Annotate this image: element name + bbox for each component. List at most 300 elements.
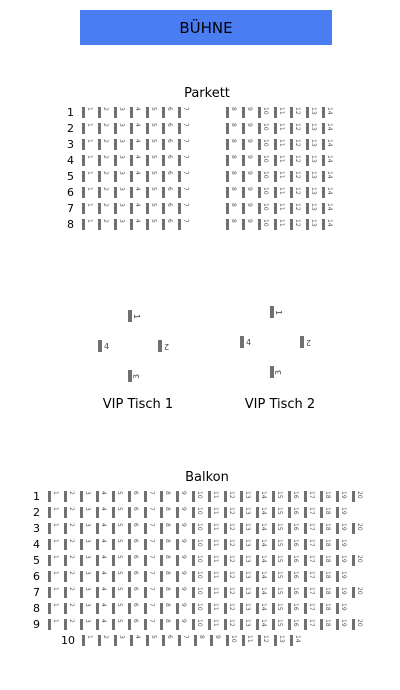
balkon-seat[interactable] [192,539,202,550]
balkon-seat[interactable] [176,571,186,582]
parkett-seat[interactable] [82,123,92,134]
parkett-seat[interactable] [274,171,284,182]
parkett-seat[interactable] [162,203,172,214]
balkon-seat[interactable] [240,507,250,518]
parkett-seat[interactable] [98,139,108,150]
parkett-seat[interactable] [226,107,236,118]
balkon-seat[interactable] [352,587,362,598]
vip-seat[interactable] [270,306,284,320]
parkett-seat[interactable] [258,107,268,118]
balkon-seat[interactable] [256,539,266,550]
parkett-seat[interactable] [130,155,140,166]
balkon-seat[interactable] [144,539,154,550]
balkon-seat[interactable] [224,523,234,534]
balkon-seat[interactable] [272,571,282,582]
parkett-seat[interactable] [114,155,124,166]
parkett-seat[interactable] [290,155,300,166]
balkon-seat[interactable] [336,603,346,614]
balkon-seat[interactable] [352,523,362,534]
balkon-seat[interactable] [96,539,106,550]
balkon-seat[interactable] [352,555,362,566]
parkett-seat[interactable] [306,155,316,166]
parkett-seat[interactable] [274,187,284,198]
balkon-seat[interactable] [240,571,250,582]
balkon-seat[interactable] [144,571,154,582]
balkon-seat[interactable] [320,555,330,566]
parkett-seat[interactable] [130,171,140,182]
balkon-seat[interactable] [128,491,138,502]
balkon-seat[interactable] [128,603,138,614]
balkon-seat[interactable] [48,555,58,566]
parkett-seat[interactable] [306,187,316,198]
balkon-seat[interactable] [128,555,138,566]
balkon-seat[interactable] [240,523,250,534]
balkon-seat[interactable] [112,603,122,614]
parkett-seat[interactable] [306,219,316,230]
vip-seat[interactable] [240,336,254,350]
parkett-seat[interactable] [146,219,156,230]
balkon-seat[interactable] [224,571,234,582]
parkett-seat[interactable] [242,219,252,230]
balkon-seat[interactable] [336,587,346,598]
parkett-seat[interactable] [226,123,236,134]
balkon-seat[interactable] [112,555,122,566]
parkett-seat[interactable] [226,171,236,182]
parkett-seat[interactable] [162,219,172,230]
balkon-seat[interactable] [144,491,154,502]
parkett-seat[interactable] [114,219,124,230]
balkon-seat[interactable] [144,619,154,630]
balkon-seat[interactable] [288,523,298,534]
balkon-seat[interactable] [48,539,58,550]
vip-seat[interactable] [300,336,314,350]
balkon-seat[interactable] [224,507,234,518]
parkett-seat[interactable] [162,155,172,166]
balkon-seat[interactable] [48,523,58,534]
parkett-seat[interactable] [130,107,140,118]
parkett-seat[interactable] [98,219,108,230]
parkett-seat[interactable] [258,219,268,230]
balkon-seat[interactable] [208,555,218,566]
balkon-seat[interactable] [98,635,108,646]
parkett-seat[interactable] [226,155,236,166]
balkon-seat[interactable] [160,491,170,502]
balkon-seat[interactable] [304,523,314,534]
balkon-seat[interactable] [304,571,314,582]
balkon-seat[interactable] [160,555,170,566]
parkett-seat[interactable] [130,203,140,214]
balkon-seat[interactable] [304,491,314,502]
parkett-seat[interactable] [242,203,252,214]
balkon-seat[interactable] [128,523,138,534]
parkett-seat[interactable] [162,139,172,150]
balkon-seat[interactable] [256,507,266,518]
balkon-seat[interactable] [112,619,122,630]
balkon-seat[interactable] [176,603,186,614]
parkett-seat[interactable] [146,123,156,134]
parkett-seat[interactable] [178,203,188,214]
balkon-seat[interactable] [304,507,314,518]
parkett-seat[interactable] [114,139,124,150]
parkett-seat[interactable] [322,139,332,150]
balkon-seat[interactable] [242,635,252,646]
balkon-seat[interactable] [288,491,298,502]
balkon-seat[interactable] [96,491,106,502]
balkon-seat[interactable] [64,491,74,502]
balkon-seat[interactable] [160,539,170,550]
balkon-seat[interactable] [176,555,186,566]
parkett-seat[interactable] [82,171,92,182]
balkon-seat[interactable] [160,571,170,582]
balkon-seat[interactable] [256,491,266,502]
balkon-seat[interactable] [128,539,138,550]
parkett-seat[interactable] [258,155,268,166]
balkon-seat[interactable] [256,571,266,582]
balkon-seat[interactable] [224,587,234,598]
balkon-seat[interactable] [240,603,250,614]
parkett-seat[interactable] [242,155,252,166]
balkon-seat[interactable] [112,523,122,534]
parkett-seat[interactable] [146,107,156,118]
balkon-seat[interactable] [210,635,220,646]
balkon-seat[interactable] [64,507,74,518]
balkon-seat[interactable] [144,587,154,598]
balkon-seat[interactable] [130,635,140,646]
balkon-seat[interactable] [128,507,138,518]
parkett-seat[interactable] [82,187,92,198]
balkon-seat[interactable] [192,587,202,598]
balkon-seat[interactable] [80,507,90,518]
balkon-seat[interactable] [114,635,124,646]
balkon-seat[interactable] [272,491,282,502]
balkon-seat[interactable] [288,555,298,566]
balkon-seat[interactable] [304,619,314,630]
parkett-seat[interactable] [98,107,108,118]
balkon-seat[interactable] [192,507,202,518]
balkon-seat[interactable] [176,619,186,630]
parkett-seat[interactable] [274,155,284,166]
parkett-seat[interactable] [162,107,172,118]
balkon-seat[interactable] [64,523,74,534]
parkett-seat[interactable] [306,203,316,214]
balkon-seat[interactable] [64,619,74,630]
parkett-seat[interactable] [274,107,284,118]
balkon-seat[interactable] [320,603,330,614]
balkon-seat[interactable] [176,507,186,518]
parkett-seat[interactable] [98,171,108,182]
balkon-seat[interactable] [96,571,106,582]
balkon-seat[interactable] [96,507,106,518]
balkon-seat[interactable] [162,635,172,646]
parkett-seat[interactable] [306,139,316,150]
balkon-seat[interactable] [240,539,250,550]
balkon-seat[interactable] [144,523,154,534]
balkon-seat[interactable] [320,619,330,630]
balkon-seat[interactable] [192,555,202,566]
balkon-seat[interactable] [288,571,298,582]
balkon-seat[interactable] [304,603,314,614]
parkett-seat[interactable] [322,219,332,230]
parkett-seat[interactable] [322,155,332,166]
parkett-seat[interactable] [178,187,188,198]
balkon-seat[interactable] [320,507,330,518]
balkon-seat[interactable] [96,555,106,566]
balkon-seat[interactable] [336,523,346,534]
balkon-seat[interactable] [208,619,218,630]
parkett-seat[interactable] [290,187,300,198]
parkett-seat[interactable] [162,123,172,134]
parkett-seat[interactable] [290,123,300,134]
parkett-seat[interactable] [258,187,268,198]
parkett-seat[interactable] [114,123,124,134]
balkon-seat[interactable] [80,555,90,566]
balkon-seat[interactable] [160,619,170,630]
balkon-seat[interactable] [352,491,362,502]
parkett-seat[interactable] [130,123,140,134]
parkett-seat[interactable] [242,187,252,198]
parkett-seat[interactable] [274,203,284,214]
balkon-seat[interactable] [192,491,202,502]
balkon-seat[interactable] [336,571,346,582]
parkett-seat[interactable] [242,171,252,182]
balkon-seat[interactable] [288,603,298,614]
balkon-seat[interactable] [208,491,218,502]
parkett-seat[interactable] [306,123,316,134]
balkon-seat[interactable] [48,619,58,630]
parkett-seat[interactable] [82,107,92,118]
parkett-seat[interactable] [290,203,300,214]
parkett-seat[interactable] [146,203,156,214]
balkon-seat[interactable] [224,619,234,630]
parkett-seat[interactable] [82,219,92,230]
parkett-seat[interactable] [146,187,156,198]
vip-seat[interactable] [98,340,112,354]
balkon-seat[interactable] [272,523,282,534]
parkett-seat[interactable] [290,139,300,150]
balkon-seat[interactable] [96,523,106,534]
balkon-seat[interactable] [336,539,346,550]
parkett-seat[interactable] [178,171,188,182]
balkon-seat[interactable] [192,603,202,614]
balkon-seat[interactable] [240,587,250,598]
balkon-seat[interactable] [80,587,90,598]
balkon-seat[interactable] [256,555,266,566]
balkon-seat[interactable] [272,555,282,566]
balkon-seat[interactable] [178,635,188,646]
balkon-seat[interactable] [256,603,266,614]
balkon-seat[interactable] [208,603,218,614]
parkett-seat[interactable] [146,171,156,182]
parkett-seat[interactable] [322,123,332,134]
balkon-seat[interactable] [320,539,330,550]
balkon-seat[interactable] [224,539,234,550]
parkett-seat[interactable] [242,139,252,150]
balkon-seat[interactable] [96,619,106,630]
parkett-seat[interactable] [114,171,124,182]
balkon-seat[interactable] [240,619,250,630]
parkett-seat[interactable] [322,187,332,198]
parkett-seat[interactable] [178,219,188,230]
balkon-seat[interactable] [304,587,314,598]
balkon-seat[interactable] [226,635,236,646]
parkett-seat[interactable] [98,123,108,134]
balkon-seat[interactable] [336,619,346,630]
balkon-seat[interactable] [336,507,346,518]
balkon-seat[interactable] [96,603,106,614]
balkon-seat[interactable] [160,523,170,534]
parkett-seat[interactable] [290,171,300,182]
balkon-seat[interactable] [112,587,122,598]
balkon-seat[interactable] [80,539,90,550]
parkett-seat[interactable] [258,203,268,214]
parkett-seat[interactable] [98,203,108,214]
balkon-seat[interactable] [128,619,138,630]
balkon-seat[interactable] [192,523,202,534]
balkon-seat[interactable] [320,491,330,502]
parkett-seat[interactable] [290,219,300,230]
balkon-seat[interactable] [320,587,330,598]
parkett-seat[interactable] [274,219,284,230]
parkett-seat[interactable] [242,123,252,134]
parkett-seat[interactable] [82,155,92,166]
balkon-seat[interactable] [208,507,218,518]
balkon-seat[interactable] [48,571,58,582]
balkon-seat[interactable] [288,587,298,598]
parkett-seat[interactable] [162,187,172,198]
parkett-seat[interactable] [178,155,188,166]
balkon-seat[interactable] [80,603,90,614]
balkon-seat[interactable] [128,571,138,582]
parkett-seat[interactable] [114,203,124,214]
balkon-seat[interactable] [208,539,218,550]
parkett-seat[interactable] [146,155,156,166]
balkon-seat[interactable] [192,619,202,630]
parkett-seat[interactable] [98,187,108,198]
parkett-seat[interactable] [130,219,140,230]
balkon-seat[interactable] [128,587,138,598]
parkett-seat[interactable] [290,107,300,118]
balkon-seat[interactable] [48,603,58,614]
vip-seat[interactable] [128,310,142,324]
balkon-seat[interactable] [336,491,346,502]
balkon-seat[interactable] [272,603,282,614]
balkon-seat[interactable] [64,603,74,614]
balkon-seat[interactable] [48,587,58,598]
balkon-seat[interactable] [112,539,122,550]
balkon-seat[interactable] [48,491,58,502]
parkett-seat[interactable] [114,107,124,118]
balkon-seat[interactable] [240,555,250,566]
balkon-seat[interactable] [160,603,170,614]
parkett-seat[interactable] [322,171,332,182]
balkon-seat[interactable] [160,587,170,598]
balkon-seat[interactable] [256,619,266,630]
vip-seat[interactable] [128,370,142,384]
balkon-seat[interactable] [144,603,154,614]
parkett-seat[interactable] [226,203,236,214]
balkon-seat[interactable] [192,571,202,582]
balkon-seat[interactable] [224,555,234,566]
parkett-seat[interactable] [82,139,92,150]
parkett-seat[interactable] [130,187,140,198]
balkon-seat[interactable] [176,491,186,502]
balkon-seat[interactable] [208,587,218,598]
vip-seat[interactable] [270,366,284,380]
balkon-seat[interactable] [208,571,218,582]
parkett-seat[interactable] [226,219,236,230]
parkett-seat[interactable] [274,139,284,150]
parkett-seat[interactable] [226,139,236,150]
balkon-seat[interactable] [176,539,186,550]
parkett-seat[interactable] [178,107,188,118]
balkon-seat[interactable] [80,523,90,534]
parkett-seat[interactable] [130,139,140,150]
parkett-seat[interactable] [242,107,252,118]
parkett-seat[interactable] [306,107,316,118]
balkon-seat[interactable] [208,523,218,534]
parkett-seat[interactable] [258,123,268,134]
balkon-seat[interactable] [144,555,154,566]
balkon-seat[interactable] [146,635,156,646]
balkon-seat[interactable] [112,491,122,502]
balkon-seat[interactable] [256,587,266,598]
parkett-seat[interactable] [306,171,316,182]
balkon-seat[interactable] [272,587,282,598]
balkon-seat[interactable] [80,619,90,630]
vip-seat[interactable] [158,340,172,354]
parkett-seat[interactable] [258,139,268,150]
balkon-seat[interactable] [64,571,74,582]
parkett-seat[interactable] [114,187,124,198]
parkett-seat[interactable] [82,203,92,214]
parkett-seat[interactable] [322,203,332,214]
balkon-seat[interactable] [258,635,268,646]
balkon-seat[interactable] [64,539,74,550]
balkon-seat[interactable] [304,555,314,566]
balkon-seat[interactable] [320,523,330,534]
balkon-seat[interactable] [194,635,204,646]
balkon-seat[interactable] [336,555,346,566]
balkon-seat[interactable] [82,635,92,646]
balkon-seat[interactable] [304,539,314,550]
parkett-seat[interactable] [274,123,284,134]
balkon-seat[interactable] [240,491,250,502]
balkon-seat[interactable] [288,539,298,550]
balkon-seat[interactable] [290,635,300,646]
balkon-seat[interactable] [80,571,90,582]
balkon-seat[interactable] [64,555,74,566]
balkon-seat[interactable] [144,507,154,518]
balkon-seat[interactable] [320,571,330,582]
parkett-seat[interactable] [146,139,156,150]
parkett-seat[interactable] [322,107,332,118]
balkon-seat[interactable] [272,539,282,550]
parkett-seat[interactable] [178,123,188,134]
balkon-seat[interactable] [112,571,122,582]
balkon-seat[interactable] [160,507,170,518]
balkon-seat[interactable] [288,507,298,518]
balkon-seat[interactable] [274,635,284,646]
parkett-seat[interactable] [178,139,188,150]
balkon-seat[interactable] [224,603,234,614]
balkon-seat[interactable] [288,619,298,630]
balkon-seat[interactable] [352,619,362,630]
balkon-seat[interactable] [272,507,282,518]
parkett-seat[interactable] [162,171,172,182]
parkett-seat[interactable] [226,187,236,198]
balkon-seat[interactable] [48,507,58,518]
balkon-seat[interactable] [80,491,90,502]
